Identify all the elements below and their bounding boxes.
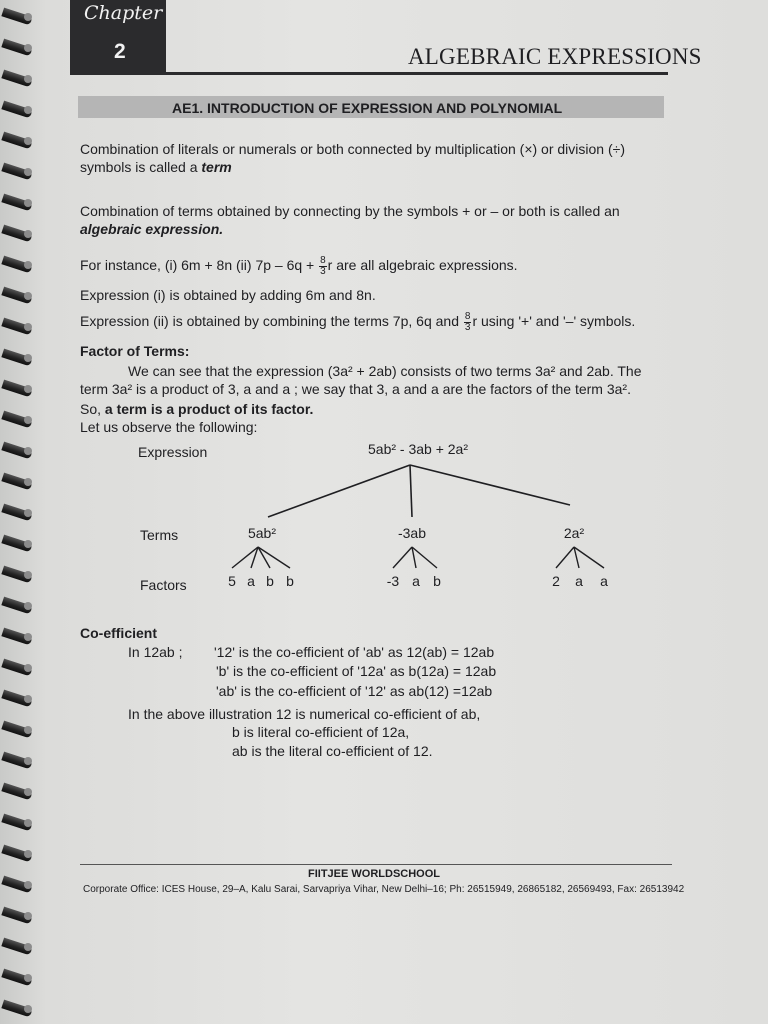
coefficient-heading: Co-efficient <box>80 625 157 641</box>
instance-suffix: r are all algebraic expressions. <box>327 257 518 274</box>
term-definition-line1: Combination of literals or numerals or both connected by multiplication (×) or division (÷) <box>80 141 625 157</box>
fraction-denominator: 3 <box>320 266 326 277</box>
tree-branch <box>410 465 570 505</box>
factors-row-label: Factors <box>140 577 187 593</box>
term-keyword: term <box>201 159 232 175</box>
fraction-numerator: 8 <box>464 311 471 322</box>
coefficient-line2: 'b' is the co-efficient of '12a' as b(12a) = 12ab <box>216 663 497 679</box>
tree-factor-branch <box>393 547 412 568</box>
tree-factor: a <box>600 573 608 589</box>
factor-heading: Factor of Terms: <box>80 343 190 359</box>
tree-term: 2a² <box>563 525 585 541</box>
expression-keyword: algebraic expression. <box>80 221 224 237</box>
tree-factor: a <box>247 573 255 589</box>
footer-divider <box>80 864 672 865</box>
tree-term: -3ab <box>397 525 427 541</box>
factor-line1: We can see that the expression (3a² + 2ab) consists of two terms 3a² and 2ab. The <box>128 363 642 379</box>
tree-factor: -3 <box>386 573 400 589</box>
footer-office-address: Corporate Office: ICES House, 29–A, Kalu Sarai, Sarvapriya Vihar, New Delhi–16; Ph: 26515949, 26865182, 26569493, Fax: 26513942 <box>83 884 685 895</box>
chapter-title: ALGEBRAIC EXPRESSIONS <box>408 44 702 69</box>
tree-factor-branch <box>556 547 574 568</box>
terms-row-label: Terms <box>140 527 179 543</box>
expression-i-line: Expression (i) is obtained by adding 6m and 8n. <box>80 287 376 303</box>
tree-branch <box>410 465 412 517</box>
tree-factor: 5 <box>228 573 236 589</box>
coefficient-line3: 'ab' is the co-efficient of '12' as ab(12) =12ab <box>216 683 493 699</box>
instance-prefix: For instance, (i) 6m + 8n (ii) 7p – 6q + <box>80 257 319 274</box>
chapter-number: 2 <box>114 40 126 63</box>
tree-factor: b <box>433 573 441 589</box>
coefficient-in-label: In 12ab ; <box>128 644 183 660</box>
fraction-denominator: 3 <box>464 322 471 333</box>
factor-line2: term 3a² is a product of 3, a and a ; we say that 3, a and a are the factors of the term 3a². <box>80 381 631 397</box>
tree-factor-branch <box>258 547 290 568</box>
tree-branch <box>268 465 410 517</box>
observe-line: Let us observe the following: <box>80 419 258 435</box>
tree-factor: b <box>266 573 274 589</box>
term-definition-prefix: symbols is called a <box>80 159 202 175</box>
footer-brand: FIITJEE WORLDSCHOOL <box>308 868 440 880</box>
expression-ii-suffix: r using '+' and '–' symbols. <box>472 313 636 330</box>
illustration-line2: b is literal co-efficient of 12a, <box>232 724 410 740</box>
factor-line3-prefix: So, <box>80 401 105 417</box>
illustration-line1: In the above illustration 12 is numerical co-efficient of ab, <box>128 706 481 722</box>
expression-row-label: Expression <box>138 444 208 460</box>
illustration-line3: ab is the literal co-efficient of 12. <box>232 743 433 759</box>
expression-ii-prefix: Expression (ii) is obtained by combining the terms 7p, 6q and <box>80 313 463 330</box>
tree-factor: b <box>286 573 294 589</box>
tree-factor: 2 <box>552 573 560 589</box>
chapter-word: Chapter <box>84 2 163 24</box>
tree-term: 5ab² <box>247 525 277 541</box>
fraction-numerator: 8 <box>320 255 326 266</box>
section-title: AE1. INTRODUCTION OF EXPRESSION AND POLYNOMIAL <box>172 100 563 116</box>
expression-definition-line1: Combination of terms obtained by connecting by the symbols + or – or both is called an <box>80 203 620 219</box>
tree-factor: a <box>575 573 583 589</box>
tree-factor: a <box>412 573 420 589</box>
factor-rule: a term is a product of its factor. <box>104 401 314 417</box>
tree-expression: 5ab² - 3ab + 2a² <box>368 441 469 457</box>
coefficient-line1: '12' is the co-efficient of 'ab' as 12(ab) = 12ab <box>214 644 495 660</box>
